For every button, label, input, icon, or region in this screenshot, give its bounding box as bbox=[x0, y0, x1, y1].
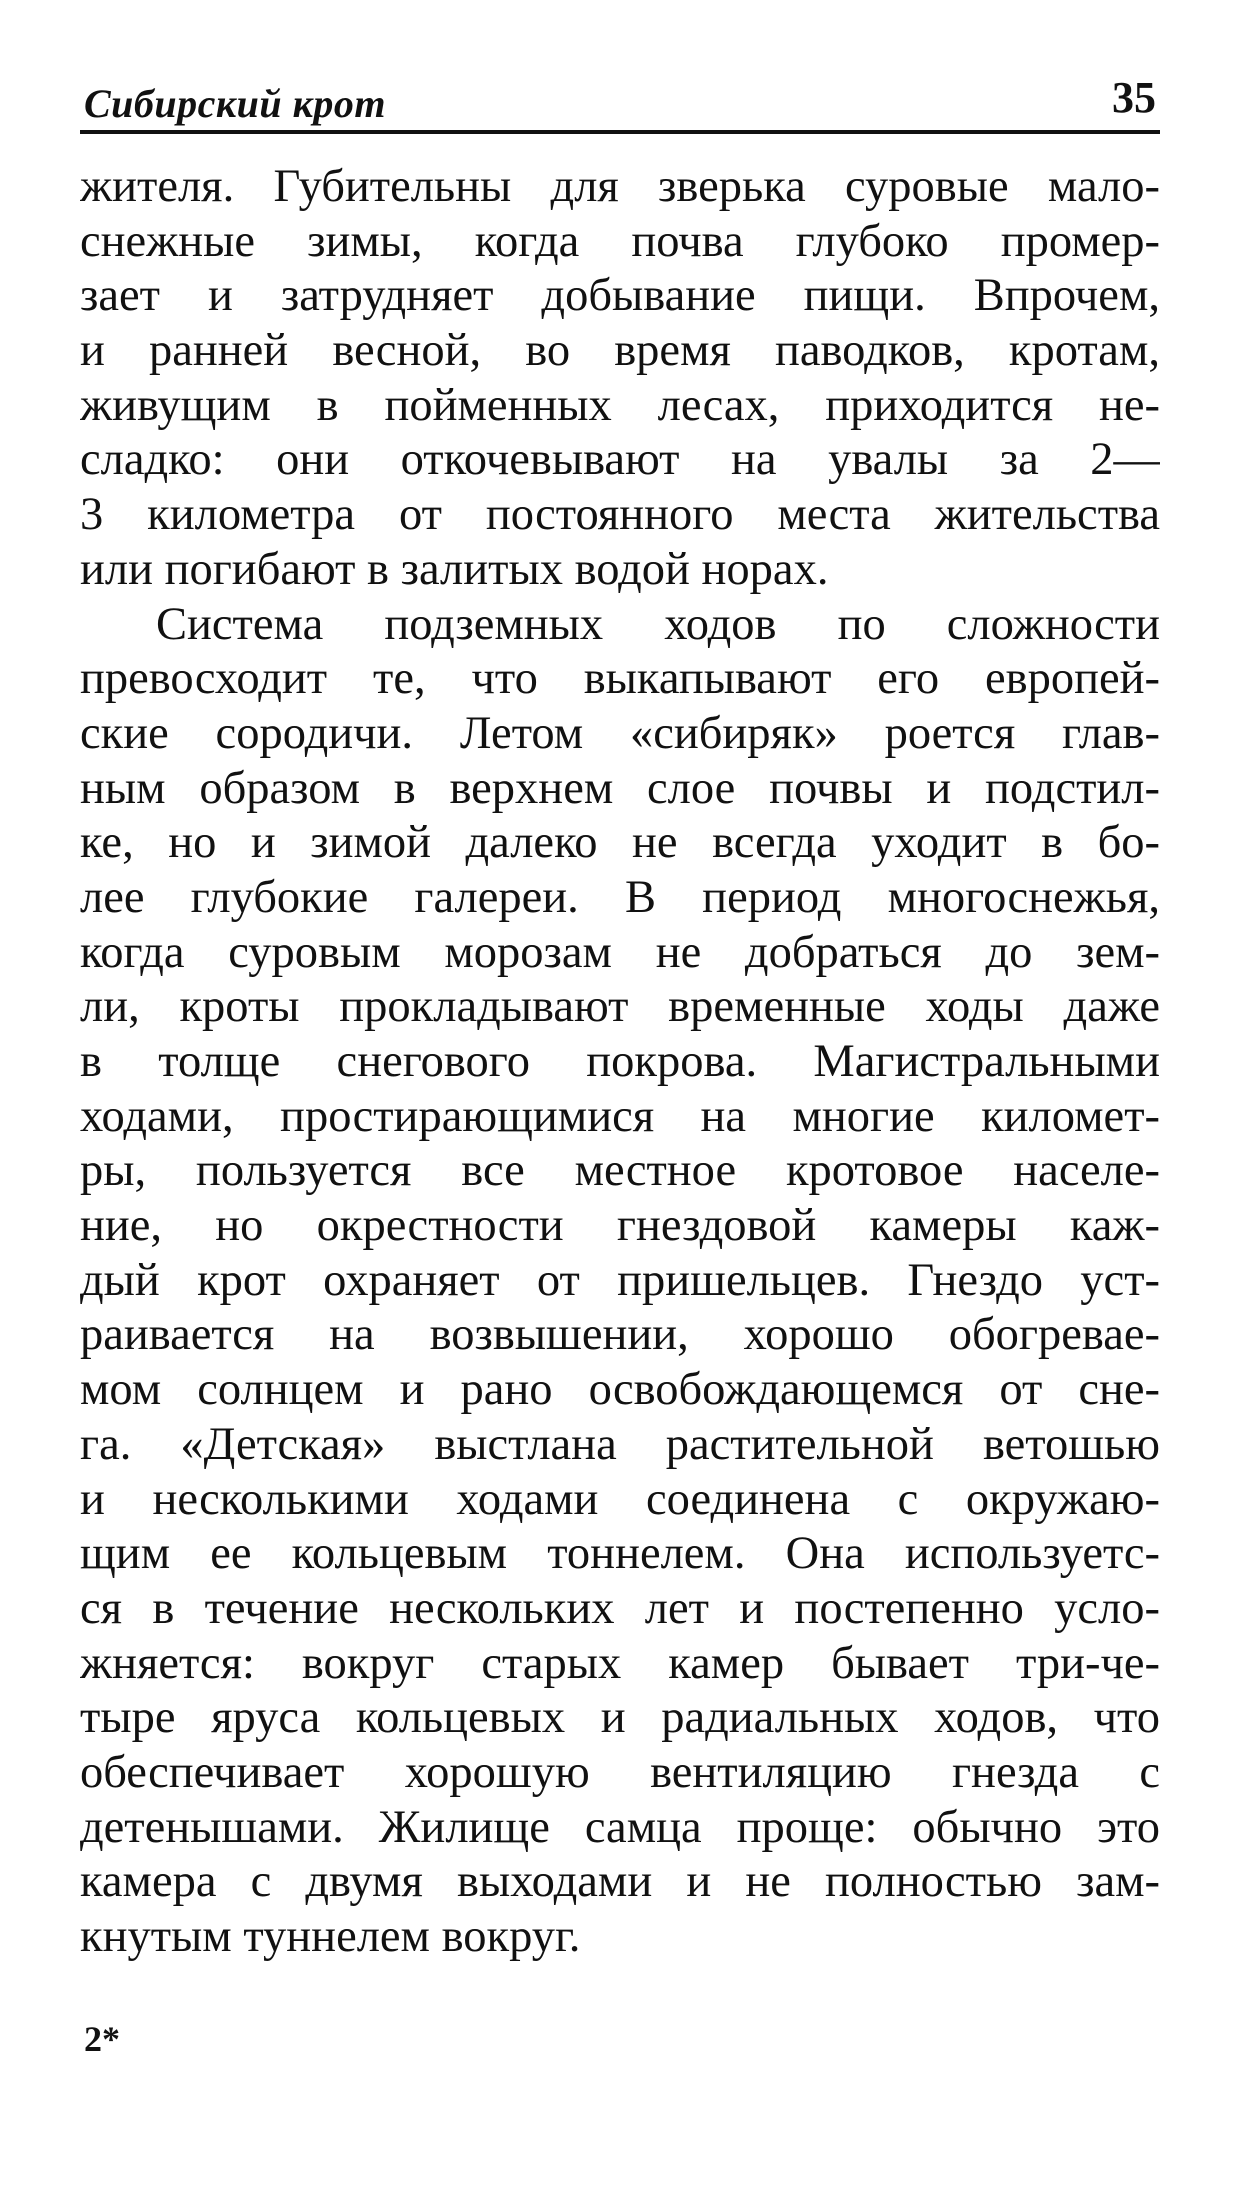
text-line: и ранней весной, во время паводков, кротам, bbox=[80, 325, 1160, 377]
header-rule bbox=[80, 130, 1160, 134]
text-line: кнутым туннелем вокруг. bbox=[80, 1911, 581, 1962]
text-line: обеспечивает хорошую вентиляцию гнезда с bbox=[80, 1746, 1160, 1798]
printer-signature-mark: 2* bbox=[84, 2019, 120, 2059]
page-number: 35 bbox=[1112, 73, 1156, 122]
text-line: ры, пользуется все местное кротовое населе- bbox=[80, 1145, 1160, 1197]
text-line: 3 километра от постоянного места жительства bbox=[80, 489, 1160, 541]
text-line: дый крот охраняет от пришельцев. Гнездо уст- bbox=[80, 1254, 1160, 1306]
body-text bbox=[80, 160, 1160, 1965]
text-line: когда суровым морозам не добраться до зем- bbox=[80, 926, 1160, 978]
text-line: превосходит те, что выкапывают его европей- bbox=[80, 653, 1160, 705]
text-line: живущим в пойменных лесах, приходится не- bbox=[80, 379, 1160, 431]
text-line: или погибают в залитых водой норах. bbox=[80, 543, 829, 595]
text-line: снежные зимы, когда почва глубоко промер- bbox=[80, 215, 1160, 267]
text-line: детенышами. Жилище самца проще: обычно это bbox=[80, 1801, 1160, 1853]
text-line: мом солнцем и рано освобождающемся от сне- bbox=[80, 1364, 1160, 1416]
text-line: тыре яруса кольцевых и радиальных ходов, что bbox=[80, 1692, 1160, 1744]
text-line: ходами, простирающимися на многие километ- bbox=[80, 1090, 1160, 1142]
text-line: в толще снегового покрова. Магистральными bbox=[80, 1036, 1160, 1087]
text-line: ли, кроты прокладывают временные ходы даже bbox=[80, 981, 1160, 1033]
text-line: жняется: вокруг старых камер бывает три-че- bbox=[80, 1637, 1160, 1689]
text-line: жителя. Губительны для зверька суровые мало- bbox=[80, 161, 1160, 212]
text-line: камера с двумя выходами и не полностью зам- bbox=[80, 1856, 1160, 1908]
text-line: ным образом в верхнем слое почвы и подстил- bbox=[80, 762, 1160, 814]
text-line: и несколькими ходами соединена с окружаю- bbox=[80, 1473, 1160, 1525]
text-line: зает и затрудняет добывание пищи. Впрочем, bbox=[80, 270, 1160, 322]
text-line: ке, но и зимой далеко не всегда уходит в бо- bbox=[80, 817, 1160, 869]
text-line: лее глубокие галереи. В период многоснежья, bbox=[80, 871, 1160, 923]
running-head bbox=[80, 72, 1160, 132]
text-line: раивается на возвышении, хорошо обогревае- bbox=[80, 1309, 1160, 1361]
text-line: ся в течение нескольких лет и постепенно усло- bbox=[80, 1582, 1160, 1634]
running-title: Сибирский крот bbox=[84, 81, 387, 126]
text-line: ние, но окрестности гнездовой камеры каж- bbox=[80, 1200, 1160, 1252]
text-line: га. «Детская» выстлана растительной ветошью bbox=[80, 1418, 1160, 1470]
text-line: Система подземных ходов по сложности bbox=[156, 598, 1160, 650]
text-line: сладко: они откочевывают на увалы за 2— bbox=[80, 434, 1160, 486]
text-line: ские сородичи. Летом «сибиряк» роется глав- bbox=[80, 707, 1160, 759]
text-line: щим ее кольцевым тоннелем. Она используетс- bbox=[80, 1528, 1160, 1580]
